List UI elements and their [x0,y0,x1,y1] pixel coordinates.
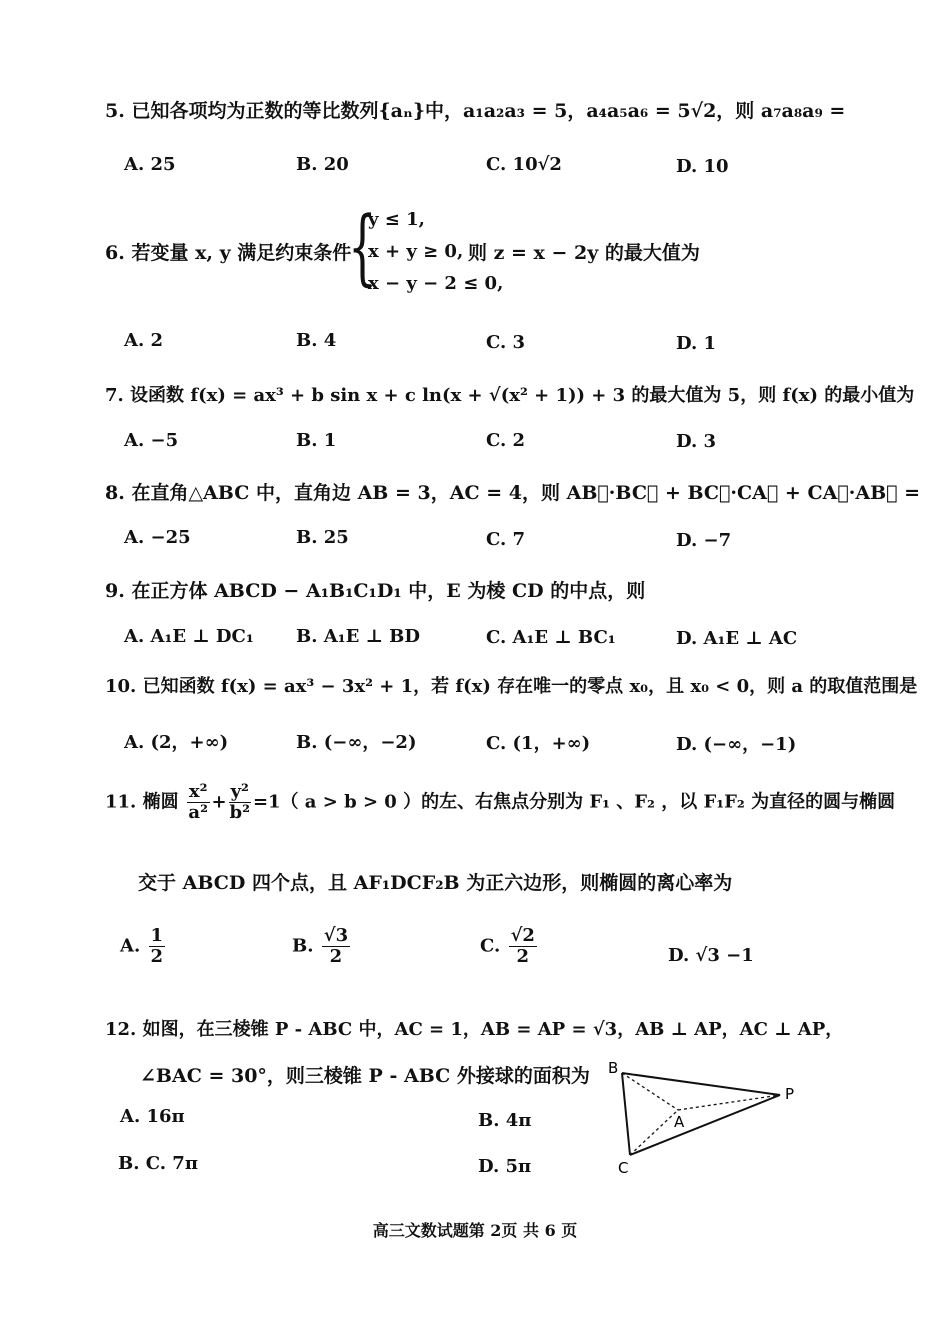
question-5-option-c: C. 10√2 [486,154,562,175]
question-6-stem-left: 6. 若变量 x, y 满足约束条件 [105,242,352,264]
vertex-label-b: B [608,1059,619,1077]
edge-ca-hidden [630,1110,678,1155]
question-5-stem: 5. 已知各项均为正数的等比数列{aₙ}中，a₁a₂a₃ = 5，a₄a₅a₆ = 5√2，则 a₇a₈a₉ = [105,100,846,122]
vertex-label-a: A [674,1113,685,1131]
fraction-y2-over-b2: $\frac{\text{y²}}{\text{b²}}$ [229,781,250,823]
question-9-option-c: C. A₁E ⊥ BC₁ [486,627,616,648]
left-brace: { [348,200,377,295]
question-7-option-c: C. 2 [486,430,526,451]
question-9-stem: 9. 在正方体 ABCD − A₁B₁C₁D₁ 中，E 为棱 CD 的中点，则 [105,580,646,602]
vertex-label-c: C [618,1159,629,1177]
question-11-rest: =1（ a > b > 0 ）的左、右焦点分别为 F₁ 、F₂ ，以 F₁F₂ 为直径的圆与椭圆 [252,791,896,813]
question-7-option-a: A. −5 [124,430,179,451]
question-11-option-d: D. √3 −1 [668,945,754,966]
question-6-option-c: C. 3 [486,332,526,353]
question-8-option-b: B. 25 [296,527,349,548]
edge-bp [622,1073,780,1095]
edge-ba-hidden [622,1073,678,1110]
edge-ap-hidden [678,1095,780,1110]
constraint-3: x − y − 2 ≤ 0, [368,273,504,294]
question-8-option-a: A. −25 [124,527,191,548]
question-9-option-d: D. A₁E ⊥ AC [676,628,798,649]
question-11-stem: 11. 椭圆 $\frac{\text{x²}}{\text{a²}}$ + $\frac{\text{y²}}{\text{b²}}$ =1（ a > b > 0 ）的左、右焦点分别为 F₁ 、F₂ ，以 F₁F₂ 为直径的圆与椭圆 [105,781,896,823]
fraction-x2-over-a2: $\frac{\text{x²}}{\text{a²}}$ [188,781,208,823]
question-10-option-c: C. (1，+∞) [486,733,591,754]
question-8-option-c: C. 7 [486,529,526,550]
question-12-option-d: D. 5π [478,1156,532,1177]
question-11-number: 11. 椭圆 [105,791,179,813]
question-12-stem: 12. 如图，在三棱锥 P - ABC 中，AC = 1，AB = AP = √3，AB ⊥ AP，AC ⊥ AP， [105,1019,844,1040]
question-6-option-a: A. 2 [124,330,164,351]
question-8-stem: 8. 在直角△ABC 中，直角边 AB = 3，AC = 4，则 AB⃗·BC⃗ + BC⃗·CA⃗ + CA⃗·AB⃗ = [105,482,921,504]
question-11-option-a: A. $\frac{1}{2}$ [120,925,164,967]
question-12-line-2: ∠BAC = 30°，则三棱锥 P - ABC 外接球的面积为 [140,1065,590,1087]
question-10-option-d: D. (−∞，−1) [676,734,797,755]
question-11-option-b: B. $\frac{√3}{2}$ [292,925,349,967]
question-12-option-b: B. 4π [478,1110,532,1131]
question-5-option-b: B. 20 [296,154,349,175]
question-9-option-b: B. A₁E ⊥ BD [296,626,420,647]
question-5-option-d: D. 10 [676,156,729,177]
question-6-stem-right: 则 z = x − 2y 的最大值为 [468,242,700,264]
question-7-stem: 7. 设函数 f(x) = ax³ + b sin x + c ln(x + √(x² + 1)) + 3 的最大值为 5，则 f(x) 的最小值为 [105,385,915,406]
edge-cp [630,1095,780,1155]
page-footer: 高三文数试题第 2页 共 6 页 [372,1221,578,1240]
question-6-option-b: B. 4 [296,330,337,351]
question-11-line-2: 交于 ABCD 四个点，且 AF₁DCF₂B 为正六边形，则椭圆的离心率为 [138,872,733,894]
pyramid-figure [600,1055,810,1180]
question-12-option-a: A. 16π [120,1106,185,1127]
question-8-option-d: D. −7 [676,530,732,551]
question-9-option-a: A. A₁E ⊥ DC₁ [124,626,254,647]
question-12-option-c: B. C. 7π [118,1153,198,1174]
constraint-1: y ≤ 1, [368,209,425,230]
question-10-stem: 10. 已知函数 f(x) = ax³ − 3x² + 1，若 f(x) 存在唯一的零点 x₀，且 x₀ < 0，则 a 的取值范围是 [105,676,918,697]
constraint-2: x + y ≥ 0, [368,241,464,262]
question-5-option-a: A. 25 [124,154,176,175]
question-10-option-a: A. (2，+∞) [124,732,229,753]
question-10-option-b: B. (−∞，−2) [296,732,417,753]
question-11-option-c: C. $\frac{√2}{2}$ [480,925,535,967]
question-6-option-d: D. 1 [676,333,717,354]
question-7-option-d: D. 3 [676,431,717,452]
edge-bc [622,1073,630,1155]
question-7-option-b: B. 1 [296,430,337,451]
vertex-label-p: P [785,1085,795,1103]
